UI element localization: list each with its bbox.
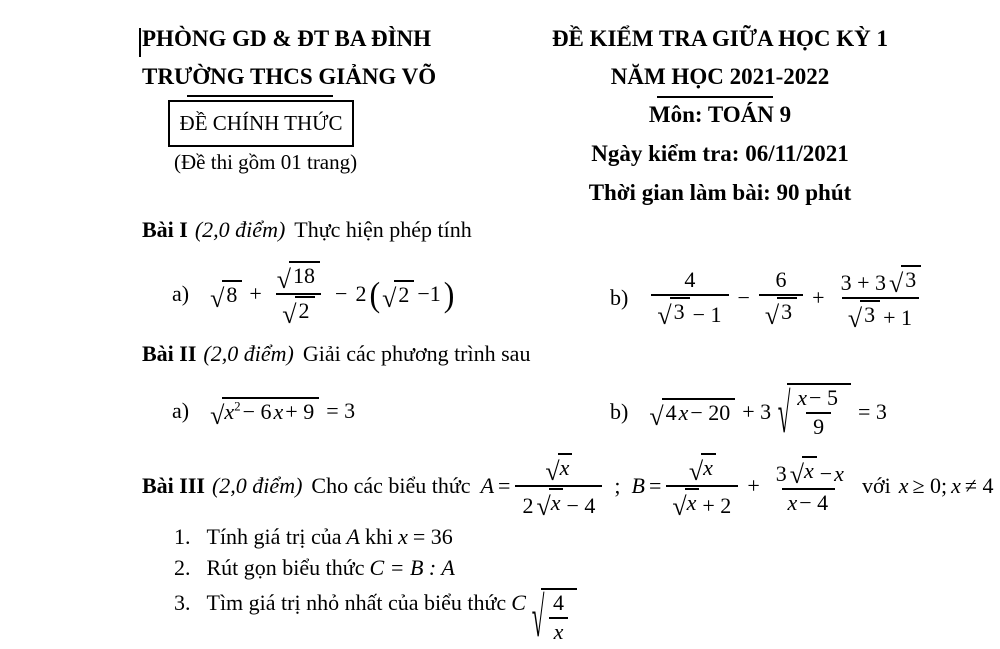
sqrt	[649, 398, 735, 425]
math-token: x	[550, 490, 561, 515]
math-token: 3	[781, 298, 793, 324]
math-token: x	[678, 400, 689, 426]
sqrt	[790, 456, 817, 483]
math-token: −	[335, 281, 348, 306]
section-3-row	[142, 452, 995, 520]
section-title: Bài III	[142, 473, 205, 498]
right-header-divider	[657, 96, 773, 98]
question-1	[174, 524, 453, 550]
fraction	[546, 590, 571, 645]
math-token: x	[224, 399, 235, 425]
math-token: ;	[614, 473, 621, 498]
math-token: x	[398, 524, 408, 549]
sqrt	[282, 296, 314, 323]
exam-date-line: Ngày kiểm tra: 06/11/2021	[591, 141, 849, 166]
math-token: + 9	[285, 399, 315, 425]
section-desc: Giải các phương trình sau	[302, 341, 531, 366]
item-label: b)	[610, 285, 629, 310]
open-paren: (	[369, 274, 381, 314]
official-exam-box	[168, 100, 354, 147]
math-token: x	[686, 490, 697, 515]
question-number: 2.	[174, 555, 191, 580]
math-token: x	[803, 458, 814, 484]
math-token: − 6	[242, 399, 272, 425]
item-label: b)	[610, 399, 629, 424]
math-token: A	[346, 524, 360, 549]
item-label: a)	[172, 281, 190, 306]
fraction	[515, 452, 602, 519]
question-text: Tìm giá trị nhỏ nhất của biểu thức	[206, 590, 507, 615]
fraction	[651, 267, 728, 328]
section-title: Bài I	[142, 217, 188, 242]
question-2	[174, 555, 460, 581]
math-token: − 4	[566, 493, 596, 519]
math-token: + 2	[702, 493, 732, 519]
section-title: Bài II	[142, 341, 197, 366]
question-text: khi	[364, 524, 394, 549]
sqrt	[689, 453, 716, 480]
math-token: C	[511, 590, 526, 615]
math-token: x	[951, 473, 961, 498]
math-token: x	[703, 455, 713, 481]
text-cursor	[139, 28, 141, 57]
formula-1a	[172, 257, 455, 331]
math-token: 4	[665, 400, 677, 426]
math-token: − 5	[809, 385, 838, 411]
question-number: 1.	[174, 524, 191, 549]
section-points: (2,0 điểm)	[194, 217, 286, 242]
math-token: = 3	[857, 399, 887, 424]
fraction	[759, 267, 803, 328]
formula-2a	[172, 390, 361, 432]
close-paren: )	[443, 274, 455, 314]
subject-line: Môn: TOÁN 9	[648, 102, 792, 127]
fraction	[834, 264, 928, 331]
math-token: 2	[398, 282, 410, 308]
sqrt	[210, 397, 319, 424]
math-token: =	[498, 473, 511, 498]
fraction	[666, 452, 738, 519]
sqrt	[765, 297, 797, 324]
fraction	[792, 385, 845, 440]
math-token: = 3	[326, 398, 356, 423]
question-3	[174, 588, 578, 645]
math-token: −1	[417, 281, 441, 306]
math-token: 2	[234, 399, 241, 415]
math-token: x	[834, 461, 844, 487]
math-token: 2	[355, 281, 367, 306]
math-token: = 36	[412, 524, 453, 549]
math-token: x	[797, 385, 808, 411]
math-token: 2	[522, 493, 534, 519]
math-token: x	[787, 490, 798, 515]
section-points: (2,0 điểm)	[203, 341, 294, 366]
left-header-divider	[187, 95, 333, 97]
math-token: 3	[775, 461, 787, 487]
official-exam-label: ĐỀ CHÍNH THỨC	[179, 111, 343, 135]
fraction	[271, 260, 326, 327]
math-token: − 1	[692, 302, 722, 327]
sqrt	[889, 265, 921, 292]
sqrt	[848, 300, 880, 327]
math-token: 3	[905, 267, 917, 293]
sqrt	[657, 297, 689, 324]
section-desc: Cho các biểu thức	[311, 473, 471, 498]
math-token: 4	[684, 267, 696, 293]
sqrt	[536, 488, 563, 515]
condition-word: với	[861, 473, 891, 498]
math-token: 9	[813, 414, 825, 439]
section-points: (2,0 điểm)	[211, 473, 303, 498]
math-token: +	[812, 285, 825, 310]
question-text: Tính giá trị của	[206, 524, 342, 549]
sqrt	[778, 383, 851, 440]
math-token: 18	[293, 263, 316, 289]
math-token: ≠ 4	[964, 473, 994, 498]
math-token: ≥ 0;	[912, 473, 948, 498]
math-token: 2	[298, 298, 310, 323]
duration-line: Thời gian làm bài: 90 phút	[588, 180, 852, 205]
math-token: − 4	[799, 490, 829, 515]
sqrt	[382, 280, 414, 307]
section-desc: Thực hiện phép tính	[294, 217, 472, 242]
math-token: + 3	[742, 399, 772, 424]
page-count-note: (Đề thi gồm 01 trang)	[174, 150, 358, 174]
section-2-heading	[142, 341, 530, 367]
math-token: x	[898, 473, 909, 498]
section-1-heading	[142, 217, 472, 243]
item-label: a)	[172, 398, 190, 423]
math-token: −	[737, 285, 750, 310]
department-name: PHÒNG GD & ĐT BA ĐÌNH	[142, 26, 432, 51]
math-token: +	[747, 473, 760, 498]
math-token: + 1	[883, 305, 913, 331]
math-token: − 20	[690, 400, 731, 426]
math-token: 3 + 3	[840, 270, 887, 296]
sqrt	[210, 280, 242, 307]
question-text: Rút gọn biểu thức	[206, 555, 365, 580]
math-token: 3	[673, 298, 685, 324]
math-token: x	[559, 455, 570, 481]
math-token: 4	[552, 590, 564, 615]
math-token: x	[553, 618, 564, 644]
school-year: NĂM HỌC 2021-2022	[610, 64, 830, 89]
math-token: 8	[226, 282, 238, 308]
formula-1b	[610, 262, 930, 334]
formula-2b	[610, 374, 893, 450]
math-token: A	[480, 473, 495, 498]
sqrt	[545, 453, 572, 480]
math-token: 6	[775, 267, 787, 293]
math-token: x	[273, 399, 284, 425]
school-name: TRƯỜNG THCS GIẢNG VÕ	[142, 64, 437, 89]
math-token: B	[631, 473, 645, 498]
math-token: +	[249, 281, 262, 306]
math-token: =	[648, 473, 662, 498]
sqrt	[532, 588, 577, 645]
question-number: 3.	[174, 590, 191, 615]
math-token: 3	[864, 302, 876, 327]
math-token: C = B : A	[369, 555, 455, 580]
sqrt	[672, 488, 699, 515]
math-token: −	[819, 461, 833, 487]
exam-title: ĐỀ KIỂM TRA GIỮA HỌC KỲ 1	[551, 26, 889, 51]
fraction	[769, 455, 849, 516]
sqrt	[277, 261, 320, 288]
